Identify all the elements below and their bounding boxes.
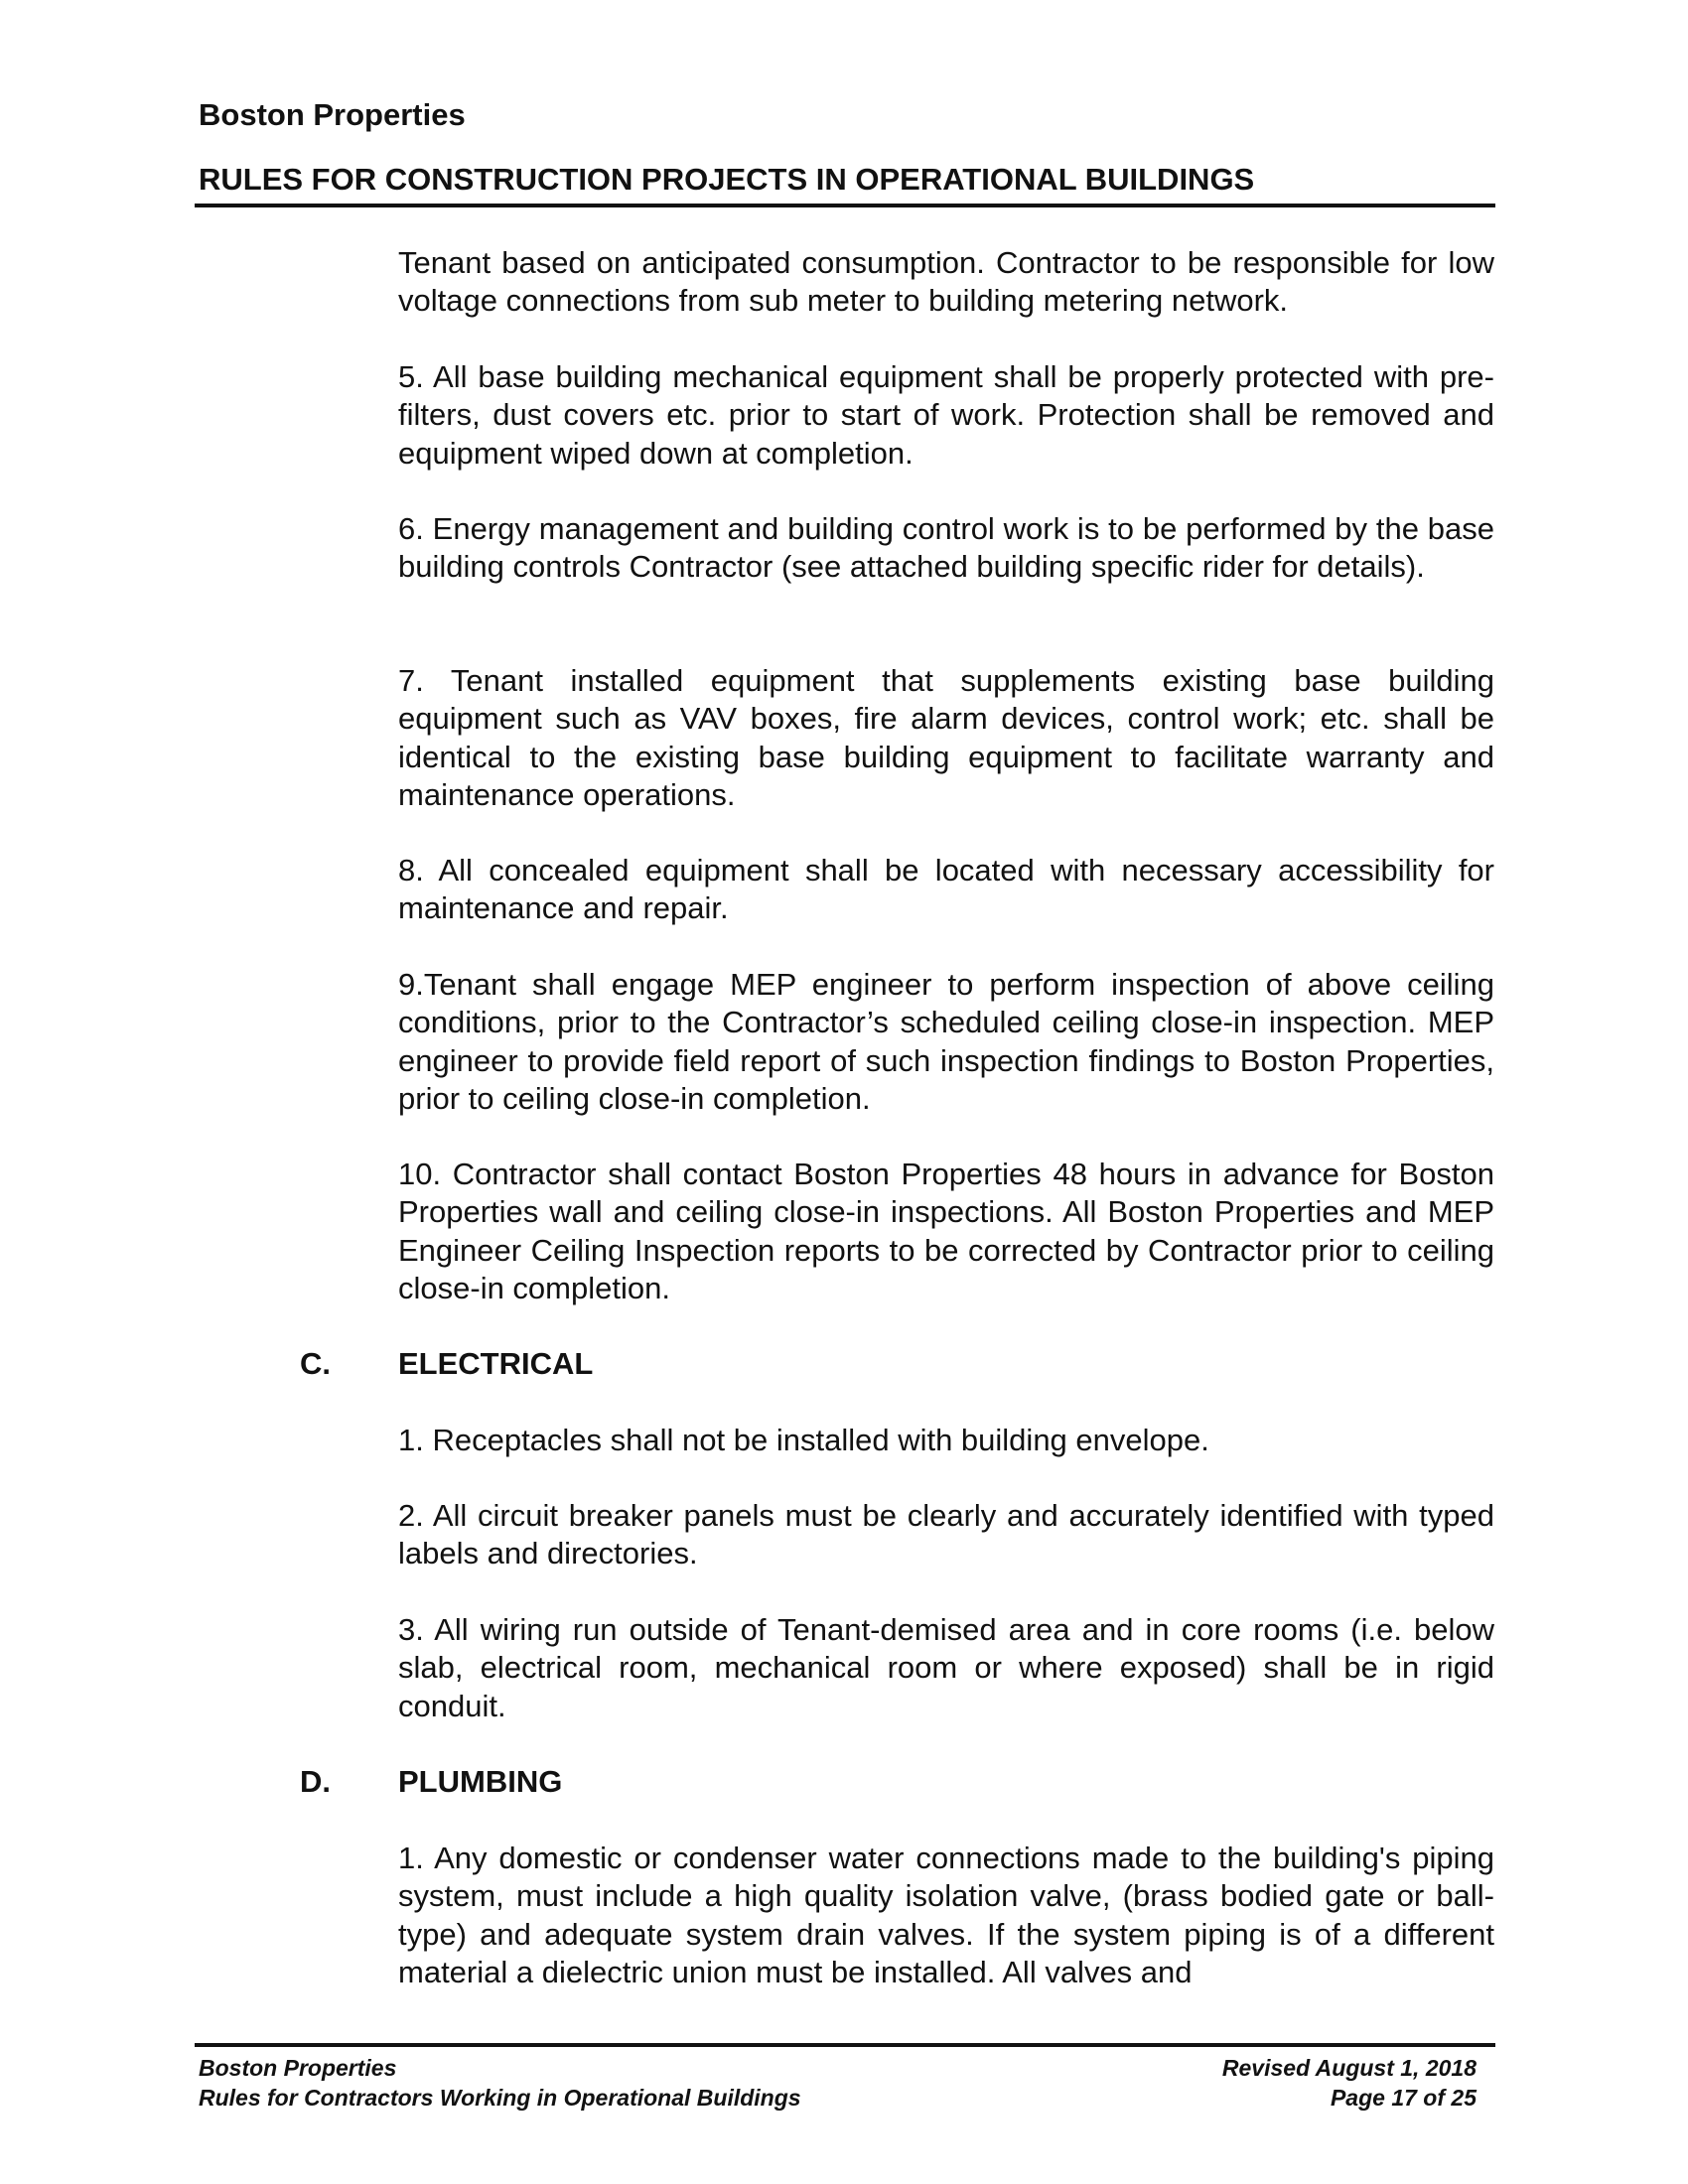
mechanical-item-7: 7. Tenant installed equipment that supplements existing base building equipment such as VAV boxes, fire alarm devices, control work; etc. shall be identical to the existing base building equipment to facilitate warranty and maintenance operations. <box>398 663 1494 813</box>
mechanical-item-8: 8. All concealed equipment shall be located with necessary accessibility for maintenance and repair. <box>398 853 1494 926</box>
mechanical-item-9: 9.Tenant shall engage MEP engineer to perform inspection of above ceiling conditions, prior to the Contractor’s scheduled ceiling close-in inspection. MEP engineer to provide field report of such inspection findings to Boston Properties, prior to ceiling close-in completion. <box>398 967 1494 1117</box>
section-letter-plumbing: D. <box>300 1764 331 1799</box>
continuation-paragraph: Tenant based on anticipated consumption. Contractor to be responsible for low voltage connections from sub meter to building metering network. <box>398 245 1494 319</box>
footer-company: Boston Properties <box>199 2055 397 2081</box>
section-heading-plumbing: PLUMBING <box>398 1764 563 1799</box>
electrical-item-1: 1. Receptacles shall not be installed with building envelope. <box>398 1423 1209 1457</box>
header-rule <box>195 204 1495 207</box>
plumbing-item-1: 1. Any domestic or condenser water connections made to the building's piping system, must include a high quality isolation valve, (brass bodied gate or ball-type) and adequate system drain valves. If the system piping is of a different material a dielectric union must be installed. All valves and <box>398 1841 1494 1990</box>
mechanical-item-5: 5. All base building mechanical equipment shall be properly protected with pre-filters, dust covers etc. prior to start of work. Protection shall be removed and equipment wiped down at completion. <box>398 359 1494 471</box>
mechanical-item-6: 6. Energy management and building control work is to be performed by the base building controls Contractor (see attached building specific rider for details). <box>398 511 1494 585</box>
footer-revised-date: Revised August 1, 2018 <box>1221 2055 1477 2081</box>
electrical-item-3: 3. All wiring run outside of Tenant-demised area and in core rooms (i.e. below slab, electrical room, mechanical room or where exposed) shall be in rigid conduit. <box>398 1612 1494 1723</box>
document-title: RULES FOR CONSTRUCTION PROJECTS IN OPERATIONAL BUILDINGS <box>199 162 1255 197</box>
mechanical-item-10: 10. Contractor shall contact Boston Properties 48 hours in advance for Boston Properties wall and ceiling close-in inspections. All Boston Properties and MEP Engineer Ceiling Inspection reports to be corrected by Contractor prior to ceiling close-in completion. <box>398 1157 1494 1306</box>
footer-document-name: Rules for Contractors Working in Operational Buildings <box>199 2085 801 2111</box>
electrical-item-2: 2. All circuit breaker panels must be clearly and accurately identified with typed labels and directories. <box>398 1498 1494 1571</box>
header-company: Boston Properties <box>199 97 466 132</box>
footer-rule <box>195 2043 1495 2047</box>
section-letter-electrical: C. <box>300 1346 331 1381</box>
section-heading-electrical: ELECTRICAL <box>398 1346 594 1381</box>
footer-page-number: Page 17 of 25 <box>1330 2085 1477 2111</box>
